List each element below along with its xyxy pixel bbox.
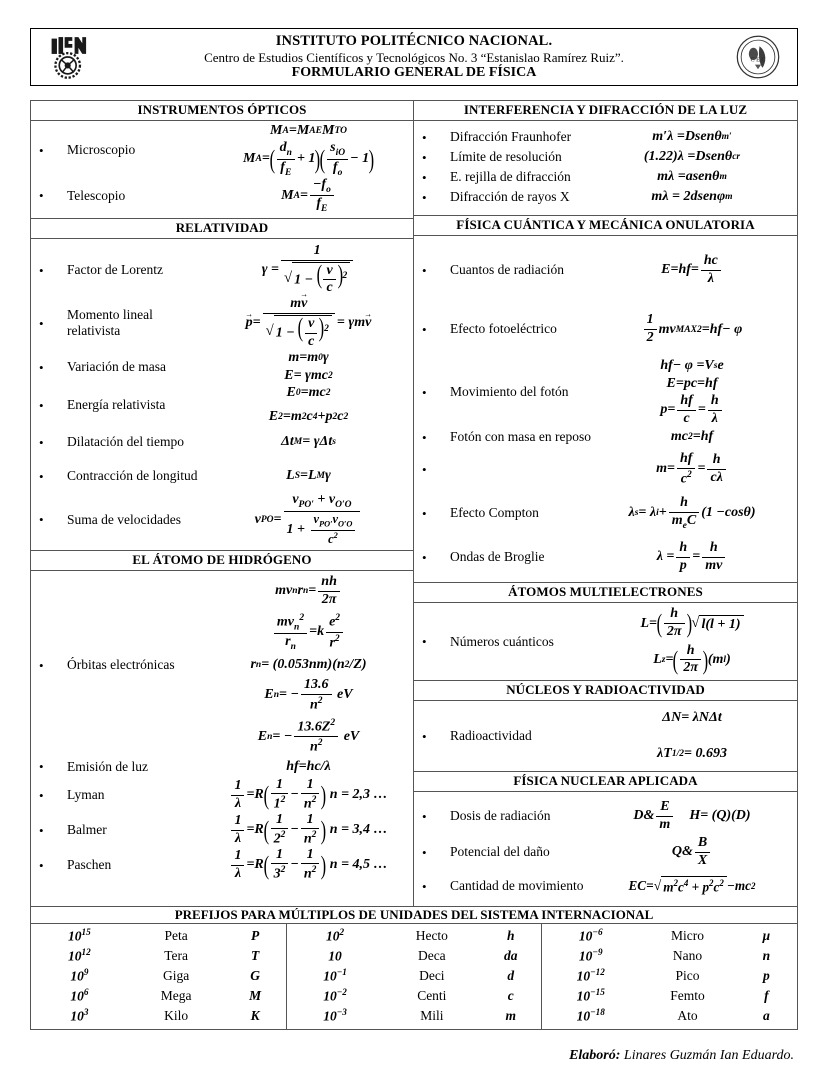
formula-row (416, 300, 793, 358)
formula-row (416, 705, 793, 767)
header-titles (101, 33, 727, 82)
formula-row (416, 798, 793, 834)
prefix-name: Giga (163, 968, 190, 984)
bullet-icon (39, 144, 53, 157)
prefix-symbol: h (507, 928, 515, 944)
bullet-icon (39, 264, 53, 277)
table-row (31, 946, 286, 966)
bullet-icon (422, 323, 436, 336)
svg-text:C E C: C E C (750, 57, 766, 64)
formula-expression: m λ = 2 dsenφ m (651, 189, 733, 204)
bullet-icon (39, 513, 53, 526)
formula-row (33, 243, 409, 297)
formula-label: • Movimiento del fotón (416, 384, 591, 400)
formula-row (33, 778, 409, 813)
formula-expression: EC = √ $m^2c^4 + p^2c^2$ − mc 2 (628, 878, 756, 895)
bullet-icon (422, 730, 436, 743)
right-column (414, 101, 797, 906)
bullet-icon (39, 189, 53, 202)
formula-label: • Radioactividad (416, 728, 591, 744)
formula-label: • Telescopio (33, 188, 208, 204)
prefix-symbol: G (250, 968, 260, 984)
formula-expression: mv n r n = $\frac{nh}{2\pi}$ $\frac{mv_n^2}{r_n}$ = k $\frac{e^2}{r^2}$ r n = (0.053 nm )( n 2 / Z ) E n = − $\frac{13.6}{n^2}$ eV E n = − $\frac{13.6Z^2}{n^2}$ eV (250, 574, 367, 755)
prefix-symbol: K (250, 1008, 260, 1024)
bullet-icon (422, 386, 436, 399)
cecyt-seal (727, 33, 789, 81)
bullet-icon (422, 551, 436, 564)
section-body-atomos-multielectrones (414, 603, 797, 680)
prefix-name: Pico (675, 968, 700, 984)
prefix-symbol: M (249, 988, 262, 1004)
formula-row (33, 848, 409, 883)
bullet-icon (39, 859, 53, 872)
bullet-icon (39, 361, 53, 374)
table-row (287, 946, 542, 966)
formula-row (416, 187, 793, 207)
prefix-block (286, 924, 542, 1029)
prefix-exponent: $10^6$ (70, 987, 89, 1004)
section-title-instrumentos-opticos: INSTRUMENTOS ÓPTICOS (31, 101, 413, 121)
prefix-symbol: T (250, 948, 260, 964)
prefix-name: Deci (419, 968, 445, 984)
section-body-interferencia (414, 121, 797, 215)
formula-row (33, 575, 409, 755)
formula-expression: m ′λ = Dsenθ m′ (652, 129, 732, 144)
table-row (287, 1006, 542, 1026)
prefix-exponent: $10^{-3}$ (323, 1007, 347, 1024)
table-row (542, 1006, 797, 1026)
formula-expression: $\frac{1}{\lambda}$ = R ( $\frac{1}{1^2}$ − $\frac{1}{n^2}$ ) n = 2,3 … (208, 778, 409, 813)
prefix-symbol: da (504, 948, 518, 964)
formula-label: • Factor de Lorentz (33, 262, 208, 278)
series-condition: n = 4,5 … (329, 857, 388, 873)
section-body-instrumentos-opticos (31, 121, 413, 218)
formula-expression: m λ = asenθ m (657, 169, 727, 184)
formula-grid (30, 100, 798, 906)
formula-row (416, 127, 793, 147)
prefix-exponent: $10^{-2}$ (323, 987, 347, 1004)
table-row (542, 946, 797, 966)
bullet-icon (39, 470, 53, 483)
formula-label: • Cantidad de movimiento (416, 878, 591, 894)
formula-row (416, 426, 793, 448)
table-row (31, 1006, 286, 1026)
section-body-nucleos (414, 701, 797, 771)
formula-label: • Efecto Compton (416, 505, 591, 521)
formula-label: • Paschen (33, 857, 208, 873)
bullet-icon (39, 436, 53, 449)
formula-expression: Q & $\frac{B}{X}$ (591, 836, 793, 868)
formula-expression: Δ N = λ N Δ t λ T 1/2 = 0.693 (657, 710, 727, 762)
formula-row (33, 123, 409, 178)
prefix-exponent: $10^{-1}$ (323, 967, 347, 984)
left-column (31, 101, 414, 906)
formula-row (33, 493, 409, 546)
formula-expression: M A = $\frac{-f_o}{f_E}$ (208, 178, 409, 215)
formula-row (416, 834, 793, 870)
bullet-icon (39, 317, 53, 330)
document-header (30, 28, 798, 86)
formula-label: • Emisión de luz (33, 759, 208, 775)
table-row (31, 986, 286, 1006)
prefix-symbol: μ (762, 928, 771, 944)
formula-label: • Energía relativista (33, 397, 208, 413)
formula-label (416, 463, 591, 476)
formula-expression: L = ( $\frac{h}{2\pi}$ ) √ l(l + 1) L z = ( $\frac{h}{2\pi}$ ) ( m l ) (591, 607, 793, 676)
formula-label: • Suma de velocidades (33, 512, 208, 528)
prefix-name: Deca (417, 948, 446, 964)
formula-row (33, 349, 409, 385)
formula-label: • Dilatación del tiempo (33, 434, 208, 450)
prefix-name: Centi (417, 988, 447, 1004)
prefix-name: Mega (160, 988, 192, 1004)
bullet-icon (39, 760, 53, 773)
prefix-table (30, 906, 798, 1030)
formula-label: • E. rejilla de difracción (416, 169, 591, 185)
formula-row (416, 358, 793, 426)
section-title-atomo-hidrogeno: EL ÁTOMO DE HIDRÓGENO (31, 550, 413, 571)
formula-row (416, 448, 793, 490)
formula-expression: $\frac{1}{\lambda}$ = R ( $\frac{1}{2^2}$ − $\frac{1}{n^2}$ ) n = 3,4 … (208, 813, 409, 848)
footer-label: Elaboró: (569, 1048, 621, 1064)
formula-label: • Microscopio (33, 142, 208, 158)
prefix-name: Femto (670, 988, 705, 1004)
prefix-exponent: $10^{15}$ (68, 927, 91, 944)
section-body-atomo-hidrogeno (31, 571, 413, 886)
bullet-icon (422, 131, 436, 144)
prefix-name: Kilo (164, 1008, 189, 1024)
formula-label: • Contracción de longitud (33, 468, 208, 484)
prefix-name: Micro (670, 928, 704, 944)
table-row (287, 966, 542, 986)
formula-row (33, 425, 409, 459)
formula-label: • Cuantos de radiación (416, 262, 591, 278)
formula-expression: λ s = λ i + $\frac{h}{m_eC}$ (1 − cosθ ) (628, 495, 756, 531)
prefix-exponent: $10^{-9}$ (578, 947, 603, 964)
series-condition: n = 3,4 … (329, 822, 388, 838)
prefix-symbol: p (763, 968, 770, 984)
prefix-table-title: PREFIJOS PARA MÚLTIPLOS DE UNIDADES DEL SISTEMA INTERNACIONAL (31, 906, 797, 924)
section-title-fisica-cuantica: FÍSICA CUÁNTICA Y MECÁNICA ONULATORIA (414, 215, 797, 236)
formula-row (33, 178, 409, 215)
formula-label: • Lyman (33, 787, 208, 803)
prefix-symbol: n (762, 948, 771, 964)
formula-row (33, 385, 409, 425)
bullet-icon (39, 399, 53, 412)
prefix-symbol: c (507, 988, 514, 1004)
prefix-symbol: P (250, 928, 260, 944)
formula-expression: hf − φ = V s e E = pc = hf p = $\frac{hf}{c}$ = $\frac{h}{\lambda}$ (660, 358, 724, 426)
section-title-interferencia: INTERFERENCIA Y DIFRACCIÓN DE LA LUZ (414, 101, 797, 121)
prefix-name: Peta (164, 928, 188, 944)
prefix-exponent: $10^{-18}$ (576, 1007, 605, 1024)
prefix-exponent: $10^{-6}$ (578, 927, 603, 944)
series-condition: n = 2,3 … (329, 787, 388, 803)
prefix-exponent: $10^{12}$ (68, 947, 91, 964)
section-title-relatividad: RELATIVIDAD (31, 218, 413, 239)
bullet-icon (422, 191, 436, 204)
prefix-exponent: 10 (328, 948, 342, 964)
table-row (542, 966, 797, 986)
prefix-symbol: m (505, 1008, 517, 1024)
section-body-relatividad (31, 239, 413, 550)
formula-expression: m = m 0 γ E = γ mc 2 (284, 350, 333, 384)
formula-expression: Δ t M = γΔ t s (281, 434, 336, 450)
bullet-icon (422, 880, 436, 893)
document-title: FORMULARIO GENERAL DE FÍSICA (291, 64, 537, 80)
footer-author: Linares Guzmán Ian Eduardo. (623, 1048, 794, 1064)
section-body-fisica-cuantica (414, 236, 797, 582)
document-footer (30, 1030, 798, 1064)
formula-label: • Órbitas electrónicas (33, 657, 208, 673)
prefix-exponent: $10^{-12}$ (576, 967, 605, 984)
prefix-table-body (31, 924, 797, 1029)
prefix-symbol: d (507, 968, 515, 984)
prefix-symbol: a (763, 1008, 770, 1024)
formula-expression: λ = $\frac{h}{p}$ = $\frac{h}{mv}$ (591, 541, 793, 573)
prefix-block (541, 924, 797, 1029)
formula-row (416, 167, 793, 187)
formula-label: • Difracción Fraunhofer (416, 129, 591, 145)
prefix-name: Hecto (415, 928, 448, 944)
prefix-name: Nano (672, 948, 703, 964)
prefix-exponent: $10^9$ (70, 967, 89, 984)
section-title-nucleos: NÚCLEOS Y RADIOACTIVIDAD (414, 680, 797, 701)
prefix-block (31, 924, 286, 1029)
section-title-fisica-nuclear: FÍSICA NUCLEAR APLICADA (414, 771, 797, 792)
formula-label: • Ondas de Broglie (416, 549, 591, 565)
formula-expression: (1.22)λ = Dsenθ cr (643, 149, 741, 164)
formula-expression: p → = mv → √ 1 − ( $\frac{v}{c}$ )$^2$ = γ m v → (208, 297, 409, 349)
prefix-name: Tera (164, 948, 189, 964)
table-row (287, 926, 542, 946)
formula-label: • Límite de resolución (416, 149, 591, 165)
bullet-icon (422, 264, 436, 277)
bullet-icon (422, 171, 436, 184)
formula-label: • Momento lineal relativista (33, 307, 208, 339)
prefix-exponent: $10^3$ (70, 1007, 89, 1024)
bullet-icon (422, 810, 436, 823)
ipn-logo (39, 33, 101, 81)
bullet-icon (422, 635, 436, 648)
formula-row (33, 297, 409, 349)
prefix-symbol: f (764, 988, 769, 1004)
formula-label: • Balmer (33, 822, 208, 838)
section-title-atomos-multielectrones: ÁTOMOS MULTIELECTRONES (414, 582, 797, 603)
table-row (31, 966, 286, 986)
formula-expression: m = $\frac{hf}{c^2}$ = $\frac{h}{c\lambda}$ (591, 452, 793, 487)
table-row (31, 926, 286, 946)
prefix-name: Ato (677, 1008, 698, 1024)
formula-row (33, 756, 409, 778)
formula-label: • Efecto fotoeléctrico (416, 321, 591, 337)
formula-label: • Fotón con masa en reposo (416, 429, 591, 445)
formula-expression: M A = M AE M TO M A = ( $\frac{d_n}{f_E}$ + 1 ) ( $\frac{s_{iO}}{f_o}$ − 1 ) (243, 123, 375, 178)
formula-expression: mc 2 = hf (670, 429, 714, 445)
formula-expression: E = hf = $\frac{hc}{\lambda}$ (591, 254, 793, 286)
bullet-icon (39, 659, 53, 672)
bullet-icon (422, 507, 436, 520)
formula-expression: v PO = $v_{PO'} + v_{O'O}$ 1 + $\frac{v_{PO'}v_{O'O}}{c^2}$ (208, 493, 409, 546)
bullet-icon (422, 463, 436, 476)
formula-expression: $\frac{1}{\lambda}$ = R ( $\frac{1}{3^2}$ − $\frac{1}{n^2}$ ) n = 4,5 … (208, 848, 409, 883)
bullet-icon (422, 846, 436, 859)
institute-name: INSTITUTO POLITÉCNICO NACIONAL. (275, 32, 553, 49)
bullet-icon (39, 824, 53, 837)
formula-row (33, 813, 409, 848)
formula-row (33, 459, 409, 493)
table-row (287, 986, 542, 1006)
prefix-exponent: $10^2$ (326, 927, 345, 944)
formula-label: • Dosis de radiación (416, 808, 591, 824)
bullet-icon (422, 431, 436, 444)
formula-expression: L S = L M γ (286, 468, 331, 484)
prefix-name: Mili (420, 1008, 444, 1024)
bullet-icon (39, 789, 53, 802)
formula-row (416, 147, 793, 167)
formula-label: • Números cuánticos (416, 634, 591, 650)
formula-expression: $\frac{1}{2}$ mv MAX 2 = hf − φ (591, 312, 793, 345)
section-body-fisica-nuclear (414, 792, 797, 906)
table-row (542, 926, 797, 946)
formula-row (416, 607, 793, 676)
formula-label: • Variación de masa (33, 359, 208, 375)
formula-label: • Potencial del daño (416, 844, 591, 860)
formula-expression: γ = 1 √ 1 − ( $\frac{v}{c}$ )$^2$ (208, 244, 409, 296)
formula-expression: hf = hc /λ (286, 758, 331, 774)
formula-row (416, 240, 793, 300)
formula-row (416, 536, 793, 578)
formula-row (416, 490, 793, 536)
formula-expression: E 0 = mc 2 E 2 = m 2 c 4 + p 2 c 2 (268, 385, 349, 425)
formula-expression: D & $\frac{E}{m}$ H = ( Q )( D ) (633, 798, 751, 832)
prefix-exponent: $10^{-15}$ (576, 987, 605, 1004)
formula-label: • Difracción de rayos X (416, 189, 591, 205)
table-row (542, 986, 797, 1006)
formula-row (416, 870, 793, 902)
bullet-icon (422, 151, 436, 164)
center-name: Centro de Estudios Científicos y Tecnológicos No. 3 “Estanislao Ramírez Ruiz”. (204, 49, 624, 65)
